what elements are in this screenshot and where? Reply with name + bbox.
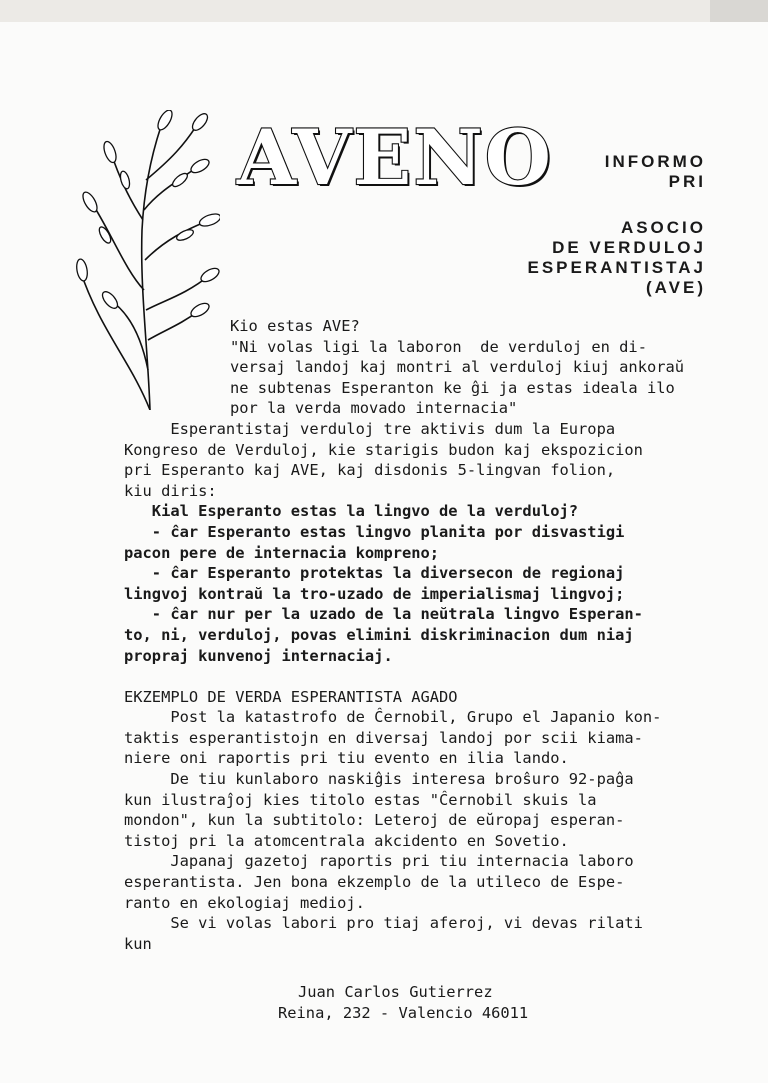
- org-line: DE VERDULOJ: [552, 238, 706, 257]
- signature-name: Juan Carlos Gutierrez: [298, 983, 493, 1001]
- quote-line: ne subtenas Esperanton ke ĝi ja estas ideala ilo: [230, 378, 675, 397]
- question-line: Kio estas AVE?: [230, 317, 360, 335]
- bold-line: pacon pere de internacia kompreno;: [124, 543, 440, 562]
- scan-top-edge: [0, 0, 768, 22]
- paragraph-line: Japanaj gazetoj raportis pri tiu internacia laboro: [124, 852, 634, 871]
- section-heading: EKZEMPLO DE VERDA ESPERANTISTA AGADO: [124, 687, 458, 706]
- bold-line: to, ni, verduloj, povas elimini diskriminacion dum niaj: [124, 625, 634, 644]
- quote-line: por la verda movado internacia": [230, 399, 518, 418]
- paragraph-line: tistoj pri la atomcentrala akcidento en Sovetio.: [124, 831, 569, 850]
- scan-corner: [710, 0, 768, 22]
- signature-block: [278, 982, 568, 1023]
- bold-line: - ĉar Esperanto estas lingvo planita por disvastigi: [124, 522, 625, 541]
- org-line: ASOCIO: [620, 218, 706, 237]
- paragraph-line: ranto en ekologiaj medioj.: [124, 893, 365, 912]
- paragraph-line: De tiu kunlaboro naskiĝis interesa broŝuro 92-paĝa: [124, 770, 634, 789]
- bold-line: - ĉar Esperanto protektas la diversecon de regionaj: [124, 564, 625, 583]
- org-line: ESPERANTISTAJ: [527, 258, 706, 277]
- paragraph-line: taktis esperantistojn en diversaj landoj por scii kiama-: [124, 728, 643, 747]
- bold-line: Kial Esperanto estas la lingvo de la verduloj?: [124, 502, 579, 521]
- paragraph-line: kun ilustraĵoj kies titolo estas "Ĉernobil skuis la: [124, 790, 597, 809]
- paragraph-line: Post la katastrofo de Ĉernobil, Grupo el Japanio kon-: [124, 708, 662, 727]
- paragraph-line: Kongreso de Verduloj, kie starigis budon kaj ekspozicion: [124, 440, 643, 459]
- paragraph-line: kun: [124, 934, 152, 953]
- paragraph-line: niere oni raportis pri tiu evento en ilia lando.: [124, 749, 569, 768]
- bold-line: lingvoj kontraŭ la tro-uzado de imperialismaj lingvoj;: [124, 584, 625, 603]
- quote-line: "Ni volas ligi la laboron de verduloj en di-: [230, 337, 647, 356]
- subtitle-line: INFORMO: [604, 152, 706, 171]
- paragraph-line: Se vi volas labori pro tiaj aferoj, vi devas rilati: [124, 914, 643, 933]
- organization-name: [470, 218, 706, 298]
- paragraph-line: Esperantistaj verduloj tre aktivis dum la Europa: [124, 419, 616, 438]
- subtitle-line: PRI: [668, 172, 706, 191]
- paragraph-line: esperantista. Jen bona ekzemplo de la utileco de Espe-: [124, 873, 625, 892]
- aveno-title: AVENO: [237, 113, 554, 202]
- bold-line: - ĉar nur per la uzado de la neŭtrala lingvo Esperan-: [124, 605, 643, 624]
- article-body: [124, 316, 724, 954]
- quote-line: versaj landoj kaj montri al verduloj kiuj ankoraŭ: [230, 358, 685, 377]
- informo-pri-heading: [596, 152, 706, 192]
- bold-line: propraj kunvenoj internaciaj.: [124, 646, 393, 665]
- paragraph-line: mondon", kun la subtitolo: Leteroj de eŭropaj esperan-: [124, 811, 625, 830]
- paragraph-line: kiu diris:: [124, 481, 217, 500]
- paragraph-line: pri Esperanto kaj AVE, kaj disdonis 5-lingvan folion,: [124, 461, 616, 480]
- org-line: (AVE): [645, 278, 706, 297]
- signature-address: Reina, 232 - Valencio 46011: [278, 1003, 529, 1022]
